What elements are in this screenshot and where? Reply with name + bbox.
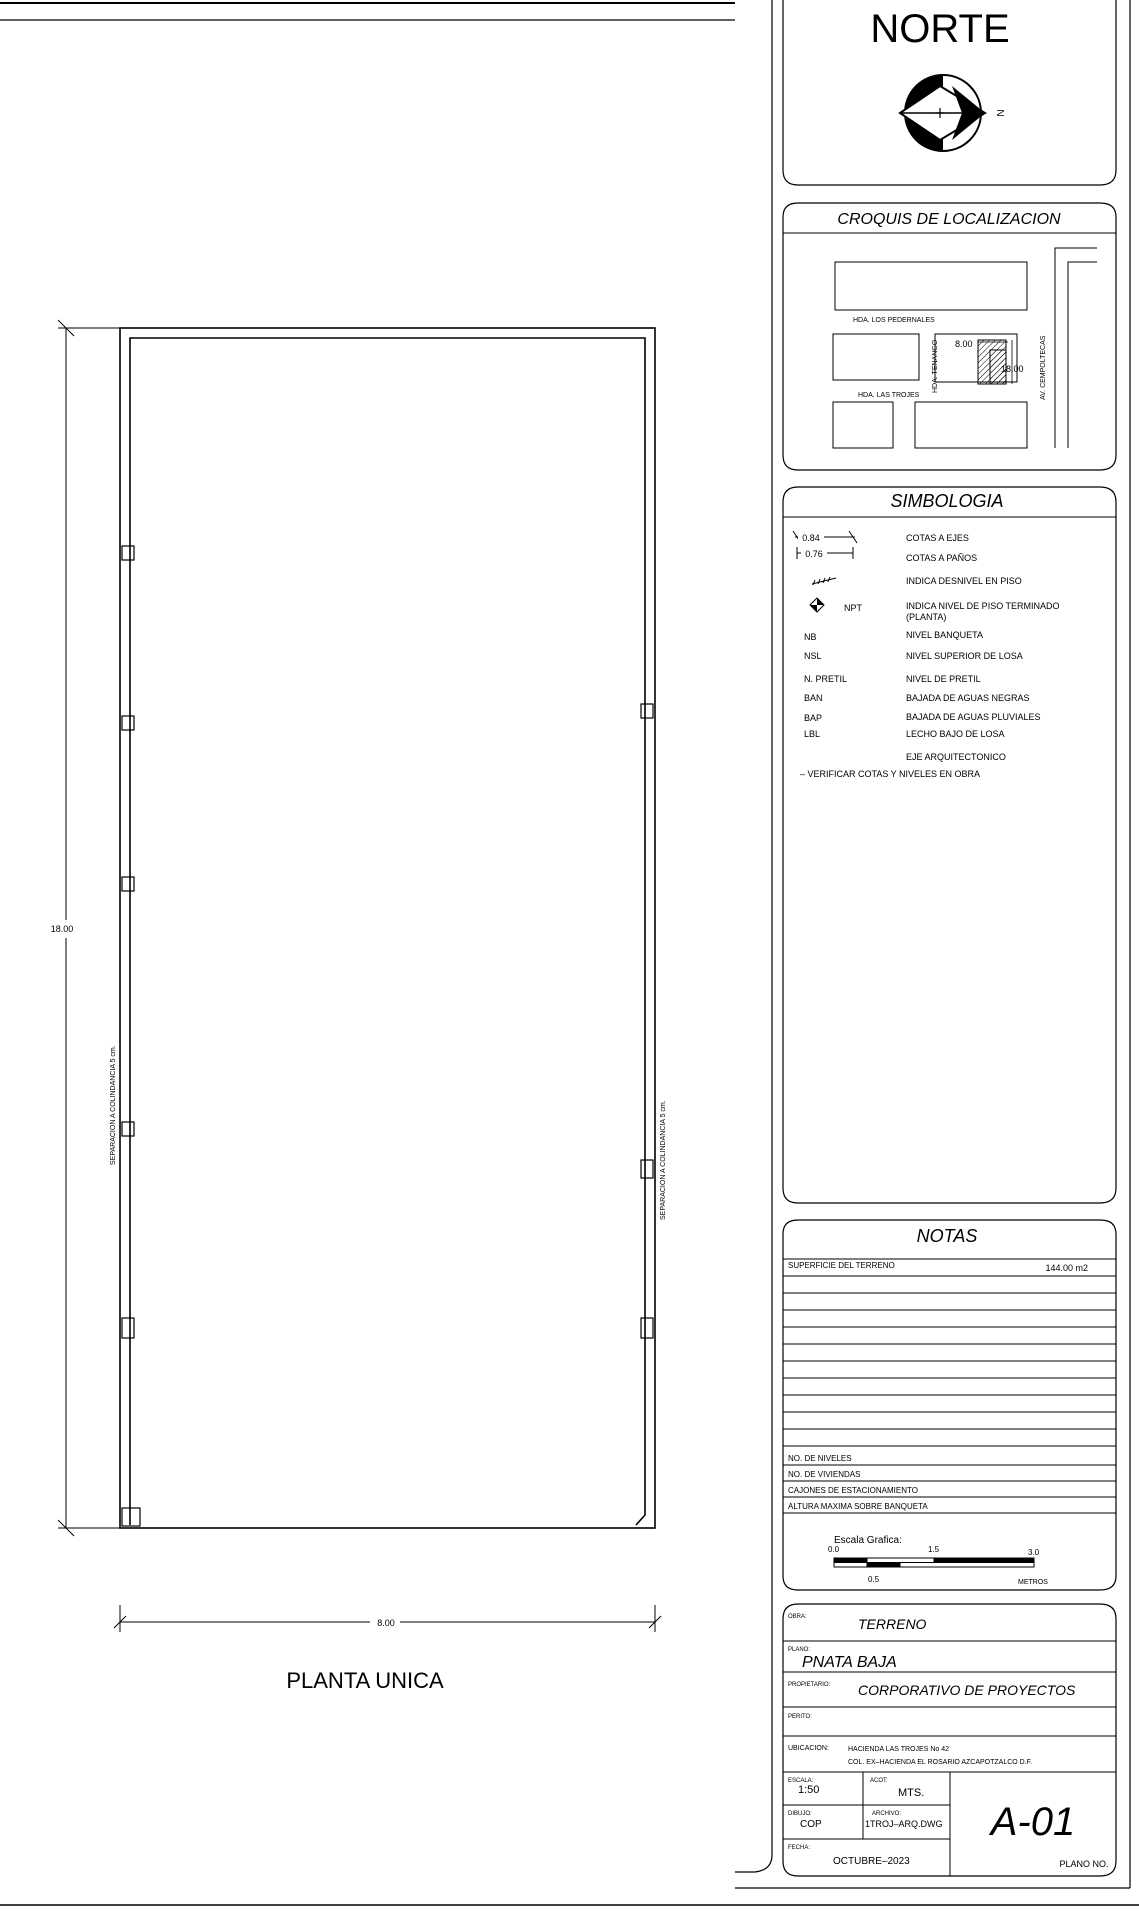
notas-title: NOTAS xyxy=(916,1226,978,1246)
croquis-label-avenue: AV. CEMPOLTECAS xyxy=(1040,335,1047,400)
symbol-code: N. PRETIL xyxy=(804,674,848,684)
croquis-dim-width: 8.00 xyxy=(955,339,973,349)
symbol-note: – VERIFICAR COTAS Y NIVELES EN OBRA xyxy=(800,769,981,779)
superficie-value: 144.00 m2 xyxy=(1045,1263,1088,1273)
symbol-npt-label: NPT xyxy=(844,603,862,613)
column xyxy=(641,1318,653,1338)
croquis-label-pedernales: HDA. LOS PEDERNALES xyxy=(853,317,935,324)
symbol-text: COTAS A EJES xyxy=(906,533,969,543)
scale-tick-1: 1.5 xyxy=(928,1545,940,1554)
plan-title: PLANTA UNICA xyxy=(286,1668,444,1693)
perito-label: PERITO: xyxy=(788,1714,812,1720)
acot-label: ACOT: xyxy=(870,1778,888,1784)
floor-plan xyxy=(0,3,735,1632)
wall-outer xyxy=(120,328,655,1528)
ubicacion-line1: HACIENDA LAS TROJES No 42 xyxy=(848,1746,950,1753)
notas-row-cajones: CAJONES DE ESTACIONAMIENTO xyxy=(788,1486,918,1495)
north-title: NORTE xyxy=(870,7,1010,51)
escala-label: ESCALA: xyxy=(788,1778,814,1784)
column xyxy=(122,1508,140,1526)
escala-value: 1:50 xyxy=(798,1784,820,1796)
symbol-text: BAJADA DE AGUAS NEGRAS xyxy=(906,693,1030,703)
symbol-code: BAP xyxy=(804,713,823,723)
symbol-text: EJE ARQUITECTONICO xyxy=(906,752,1006,762)
symbol-text: COTAS A PAÑOS xyxy=(906,553,978,563)
symbol-code: BAN xyxy=(804,693,823,703)
fecha-value: OCTUBRE–2023 xyxy=(833,1856,910,1867)
scale-tick-half: 0.5 xyxy=(868,1575,880,1584)
dibujo-value: COP xyxy=(800,1819,822,1830)
obra-label: OBRA: xyxy=(788,1614,807,1620)
symbol-code: LBL xyxy=(804,729,821,739)
symbol-text: INDICA DESNIVEL EN PISO xyxy=(906,576,1022,586)
notas-row-niveles: NO. DE NIVELES xyxy=(788,1454,852,1463)
notas-row-altura: ALTURA MAXIMA SOBRE BANQUETA xyxy=(788,1502,928,1511)
croquis-label-tenango: HDA. TENANGO xyxy=(932,339,939,393)
obra-value: TERRENO xyxy=(858,1616,927,1632)
column xyxy=(122,716,134,730)
plano-value: PNATA BAJA xyxy=(802,1654,897,1671)
simbologia-title: SIMBOLOGIA xyxy=(890,491,1004,511)
plano-number-label: PLANO NO. xyxy=(1059,1859,1109,1869)
plano-number: A-01 xyxy=(990,1800,1076,1844)
north-arrow-icon xyxy=(900,75,985,151)
column xyxy=(641,704,653,718)
symbol-text: (PLANTA) xyxy=(906,612,947,622)
scale-tick-2: 3.0 xyxy=(1028,1548,1040,1557)
symbol-text: BAJADA DE AGUAS PLUVIALES xyxy=(906,712,1041,722)
column xyxy=(122,877,134,891)
scale-tick-0: 0.0 xyxy=(828,1545,840,1554)
propietario-label: PROPIETARIO: xyxy=(788,1682,831,1688)
column xyxy=(122,546,134,560)
column xyxy=(122,1122,134,1136)
graphic-scale-bar xyxy=(834,1558,1034,1567)
escala-grafica-label: Escala Grafica: xyxy=(834,1535,902,1546)
symbol-code: NB xyxy=(804,632,817,642)
archivo-label: ARCHIVO: xyxy=(872,1811,902,1817)
npt-diamond-icon xyxy=(810,598,824,612)
superficie-label: SUPERFICIE DEL TERRENO xyxy=(788,1261,895,1270)
notas-row-viviendas: NO. DE VIVIENDAS xyxy=(788,1470,861,1479)
croquis-label-trojes: HDA. LAS TROJES xyxy=(858,392,920,399)
dimension-width: 8.00 xyxy=(377,1618,395,1628)
simbologia-panel xyxy=(783,487,1116,1203)
dibujo-label: DIBUJO: xyxy=(788,1811,812,1817)
ubicacion-label: UBICACION: xyxy=(788,1745,829,1752)
separation-note-left: SEPARACION A COLINDANCIA 5 cm. xyxy=(110,1045,117,1165)
separation-note-right: SEPARACION A COLINDANCIA 5 cm. xyxy=(660,1100,667,1220)
acot-value: MTS. xyxy=(898,1787,925,1799)
archivo-value: 1TROJ–ARQ.DWG xyxy=(865,1819,943,1829)
column xyxy=(122,1318,134,1338)
fecha-label: FECHA: xyxy=(788,1845,811,1851)
plano-label: PLANO: xyxy=(788,1647,811,1653)
symbol-text: NIVEL DE PRETIL xyxy=(906,674,981,684)
croquis-dim-height: 18.00 xyxy=(1001,364,1024,374)
north-letter: N xyxy=(994,109,1005,117)
symbol-text: INDICA NIVEL DE PISO TERMINADO xyxy=(906,601,1060,611)
symbol-text: NIVEL SUPERIOR DE LOSA xyxy=(906,651,1023,661)
ubicacion-line2: COL. EX–HACIENDA EL ROSARIO AZCAPOTZALCO D.F. xyxy=(848,1759,1033,1766)
symbol-list xyxy=(800,533,1060,779)
symbol-panos-value: 0.76 xyxy=(805,549,823,559)
symbol-ejes-value: 0.84 xyxy=(802,533,820,543)
scale-unit: METROS xyxy=(1018,1579,1048,1586)
croquis-title: CROQUIS DE LOCALIZACION xyxy=(837,211,1061,228)
symbol-code: NSL xyxy=(804,651,822,661)
symbol-text: LECHO BAJO DE LOSA xyxy=(906,729,1005,739)
wall-inner xyxy=(130,338,645,1525)
column xyxy=(641,1160,653,1178)
propietario-value: CORPORATIVO DE PROYECTOS xyxy=(858,1682,1076,1698)
dimension-height: 18.00 xyxy=(50,924,74,934)
symbol-text: NIVEL BANQUETA xyxy=(906,630,984,640)
